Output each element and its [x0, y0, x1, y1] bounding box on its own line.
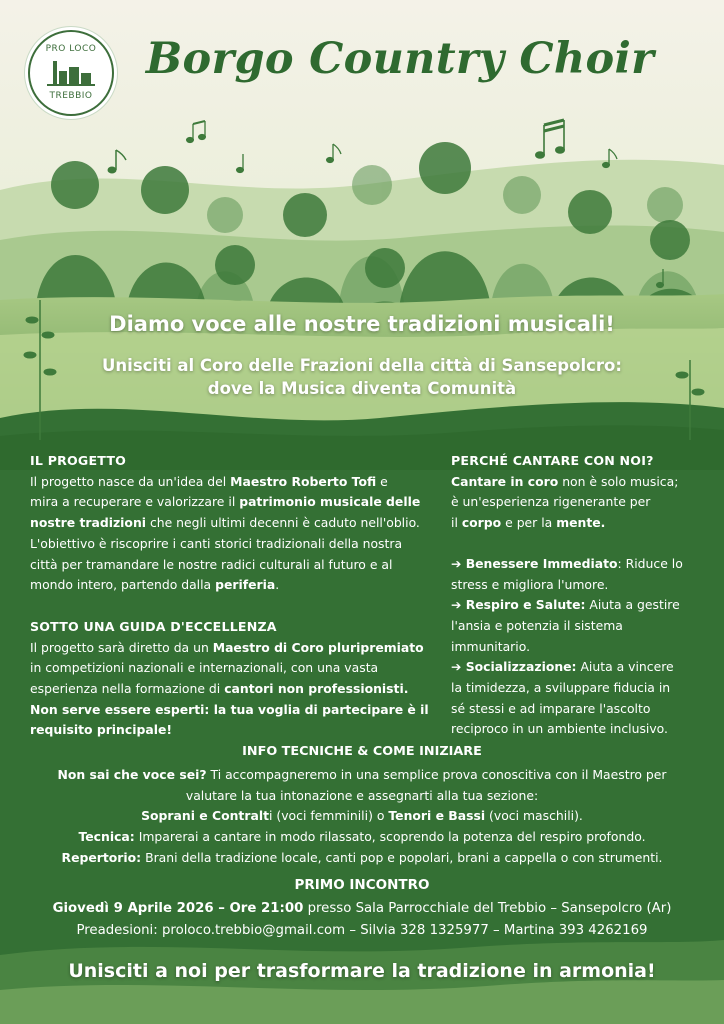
- logo-bottom-text: TREBBIO: [49, 91, 93, 101]
- benefit-respiro: ➔ Respiro e Salute: Aiuta a gestire: [451, 597, 680, 613]
- subheadline-line1: Unisciti al Coro delle Frazioni della città di Sansepolcro:: [102, 356, 622, 375]
- benefit-line: stress e migliora l'umore.: [451, 576, 609, 592]
- benefit-line: reciproco in un ambiente inclusivo.: [451, 721, 668, 737]
- primo-incontro-heading: PRIMO INCONTRO: [294, 877, 430, 893]
- closing-slogan: Unisciti a noi per trasformare la tradizione in armonia!: [68, 960, 656, 982]
- guida-line: in competizioni nazionali e internazionali, con una vasta: [30, 660, 379, 676]
- guida-line: Il progetto sarà diretto da un Maestro di Coro pluripremiato: [30, 639, 424, 655]
- primo-incontro-body: [0, 898, 724, 942]
- info-line: Soprani e Contralti (voci femminili) o Tenori e Bassi (voci maschili).: [141, 808, 583, 824]
- guida-line: Non serve essere esperti: la tua voglia di partecipare è il: [30, 701, 429, 717]
- benefit-line: sé stessi e ad imparare l'ascolto: [451, 700, 651, 716]
- guida-heading: SOTTO UNA GUIDA D'ECCELLENZA: [30, 618, 277, 634]
- info-line: valutare la tua intonazione e assegnarti alla tua sezione:: [185, 787, 539, 803]
- progetto-line: mira a recuperare e valorizzare il patrimonio musicale delle: [30, 494, 421, 510]
- headline: Diamo voce alle nostre tradizioni musicali!: [109, 312, 615, 336]
- perche-heading: PERCHÉ CANTARE CON NOI?: [451, 453, 654, 468]
- right-column: [451, 451, 699, 740]
- progetto-line: mondo intero, partendo dalla periferia.: [30, 577, 280, 593]
- contacts-line: Preadesioni: proloco.trebbio@gmail.com – Silvia 328 1325977 – Martina 393 4262169: [76, 923, 648, 938]
- perche-line: è un'esperienza rigenerante per: [451, 494, 651, 510]
- benefit-line: immunitario.: [451, 638, 531, 654]
- guida-line: requisito principale!: [30, 722, 172, 738]
- perche-line: il corpo e per la mente.: [451, 515, 606, 531]
- benefit-line: l'ansia e potenzia il sistema: [451, 617, 623, 633]
- progetto-line: nostre tradizioni che negli ultimi decenni è caduto nell'oblio.: [30, 515, 420, 531]
- guida-line: esperienza nella formazione di cantori non professionisti.: [30, 681, 409, 697]
- left-column: [30, 451, 442, 741]
- event-date-line: Giovedì 9 Aprile 2026 – Ore 21:00 presso Sala Parrocchiale del Trebbio – Sansepolcro (Ar): [52, 901, 672, 916]
- benefit-line: la timidezza, a sviluppare fiducia in: [451, 680, 671, 696]
- benefit-socializzazione: ➔ Socializzazione: Aiuta a vincere: [451, 659, 674, 675]
- poster-title: Borgo Country Choir: [145, 34, 655, 84]
- village-skyline-icon: [45, 57, 97, 87]
- progetto-line: Il progetto nasce da un'idea del Maestro Roberto Tofi e: [30, 473, 388, 489]
- info-heading: INFO TECNICHE & COME INIZIARE: [242, 744, 482, 759]
- info-line: Repertorio: Brani della tradizione locale, canti pop e popolari, brani a cappella o con strumenti.: [61, 849, 663, 865]
- progetto-line: L'obiettivo è riscoprire i canti storici tradizionali della nostra: [30, 535, 403, 551]
- info-line: Tecnica: Imparerai a cantare in modo rilassato, scoprendo la potenza del respiro profondo.: [78, 829, 646, 845]
- subheadline-line2: dove la Musica diventa Comunità: [207, 379, 517, 398]
- logo-top-text: PRO LOCO: [45, 44, 97, 54]
- info-line: Non sai che voce sei? Ti accompagneremo in una semplice prova conoscitiva con il Maestro per: [57, 767, 667, 782]
- perche-line: Cantare in coro non è solo musica;: [451, 473, 679, 489]
- pro-loco-logo: [28, 30, 114, 116]
- info-body: [0, 765, 724, 869]
- progetto-line: città per tramandare le nostre radici culturali al futuro e al: [30, 556, 393, 572]
- progetto-heading: IL PROGETTO: [30, 453, 127, 468]
- benefit-benessere: ➔ Benessere Immediato: Riduce lo: [451, 555, 683, 571]
